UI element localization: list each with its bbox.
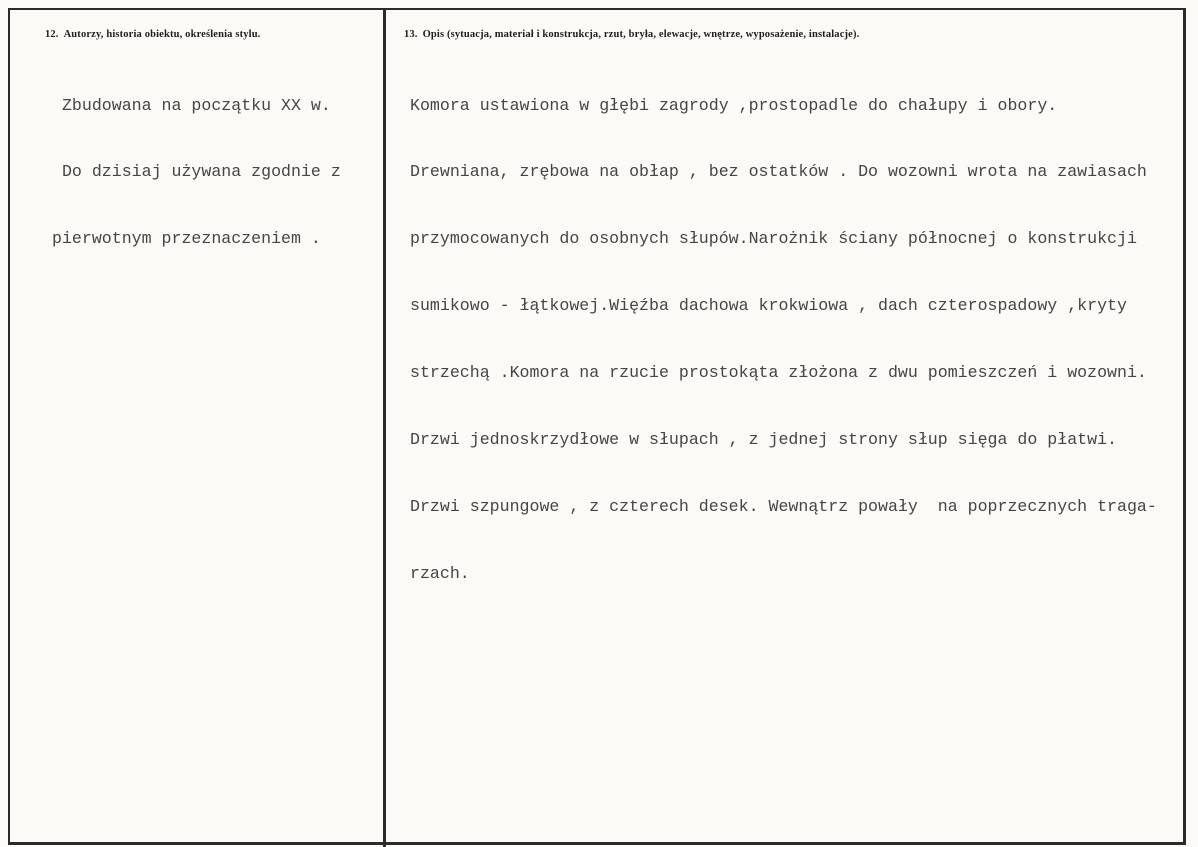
section-13-title: Opis (sytuacja, materiał i konstrukcja, rzut, bryła, elewacje, wnętrze, wyposażenie, instalacje). [422, 29, 860, 40]
section-13-number: 13. [404, 29, 418, 40]
section-12-text [52, 50, 341, 295]
section-12-title: Autorzy, historia obiektu, określenia stylu. [63, 29, 261, 40]
section-13-heading [404, 29, 859, 40]
section-13-line: Drzwi jednoskrzydłowe w słupach , z jednej strony słup sięga do płatwi. [410, 430, 1118, 450]
section-13-line: sumikowo - łątkowej.Więźba dachowa krokwiowa , dach czterospadowy ,kryty [410, 296, 1127, 316]
section-13-line: Drewniana, zrębowa na obłap , bez ostatków . Do wozowni wrota na zawiasach [410, 162, 1147, 182]
section-12-line: pierwotnym przeznaczeniem . [52, 229, 321, 249]
section-12-line: Zbudowana na początku XX w. [52, 95, 331, 115]
section-13-line: przymocowanych do osobnych słupów.Narożnik ściany północnej o konstrukcji [410, 229, 1137, 249]
column-divider [383, 8, 386, 847]
section-12-heading [45, 29, 260, 40]
section-13-line: Drzwi szpungowe , z czterech desek. Wewnątrz powały na poprzecznych traga- [410, 496, 1157, 516]
section-12-line: Do dzisiaj używana zgodnie z [52, 162, 341, 182]
section-13-line: rzach. [410, 563, 470, 583]
section-13-line: strzechą .Komora na rzucie prostokąta złożona z dwu pomieszczeń i wozowni. [410, 363, 1147, 383]
section-12-number: 12. [45, 29, 59, 40]
section-13-line: Komora ustawiona w głębi zagrody ,prostopadle do chałupy i obory. [410, 95, 1058, 115]
section-13-text [410, 50, 1157, 630]
